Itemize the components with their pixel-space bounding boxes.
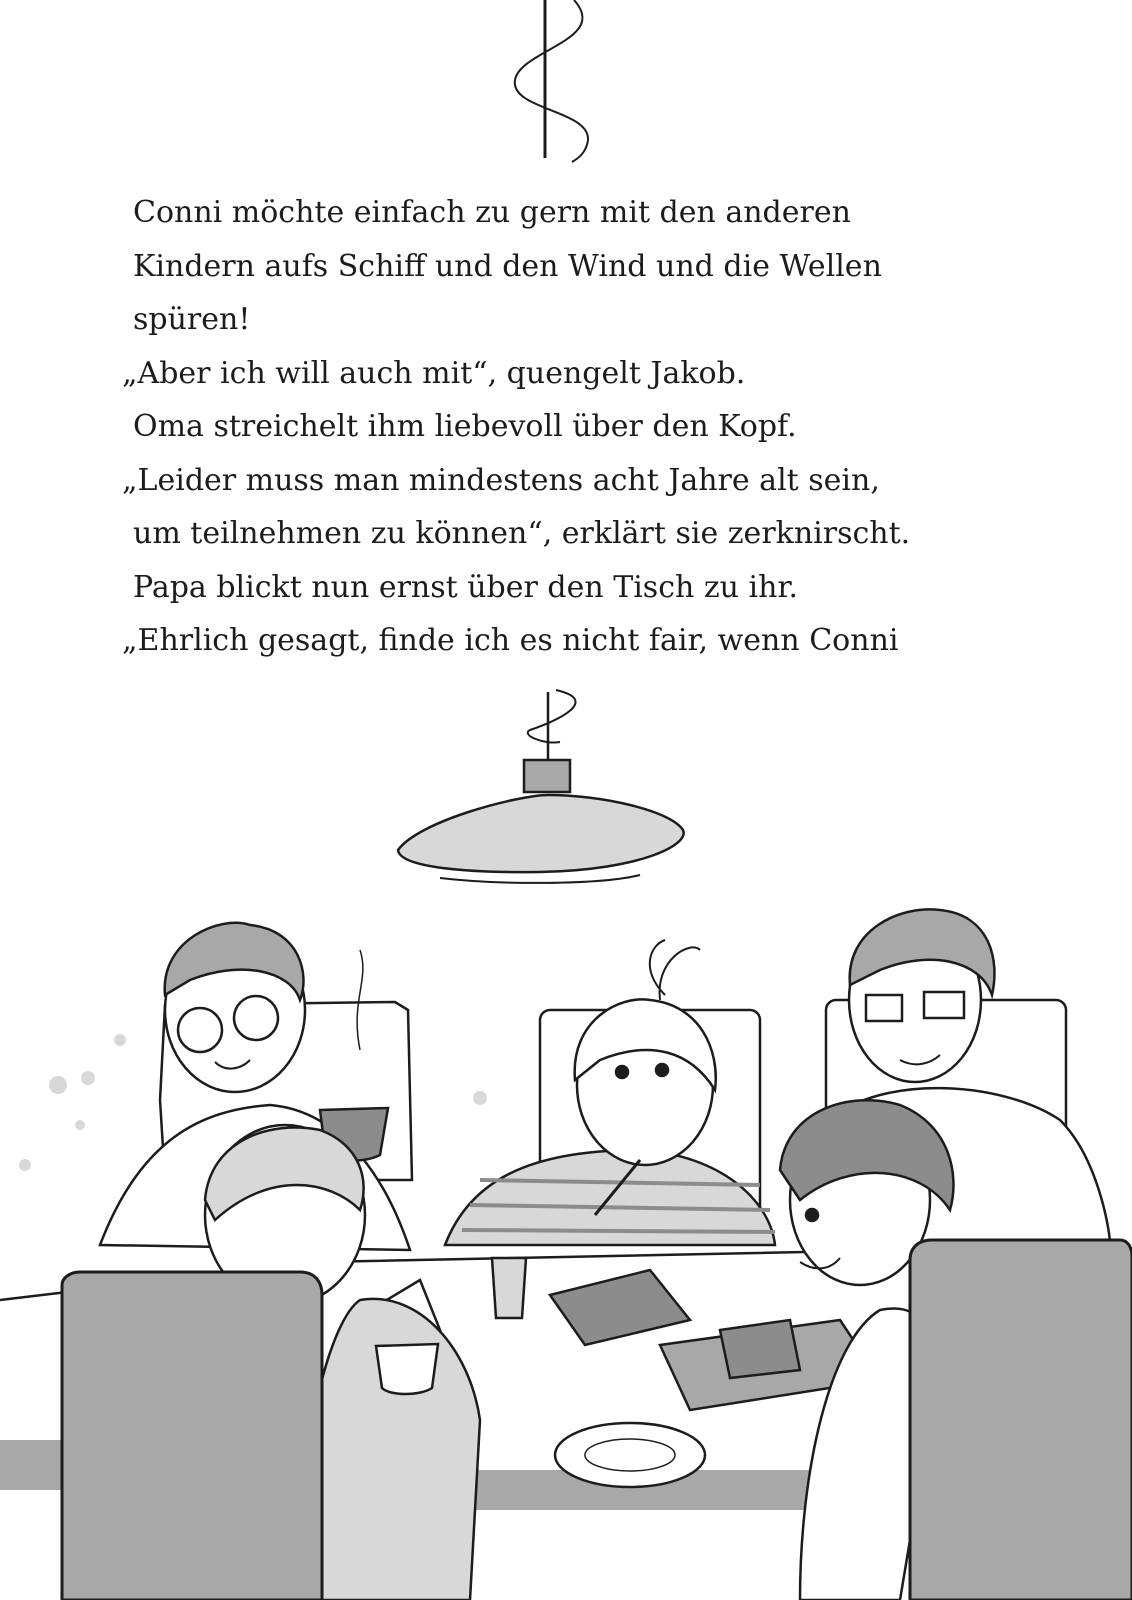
- family-dinner-illustration: [0, 680, 1132, 1600]
- story-line: um teilnehmen zu können“, erklärt sie zerknirscht.: [133, 516, 911, 551]
- story-text: [122, 186, 1002, 668]
- story-line: spüren!: [133, 302, 251, 337]
- story-line: „Aber ich will auch mit“, quengelt Jakob.: [122, 355, 746, 391]
- story-line: „Leider muss man mindestens acht Jahre alt sein,: [122, 462, 880, 498]
- story-line: Conni möchte einfach zu gern mit den anderen: [133, 195, 851, 230]
- pendant-lamp: [398, 690, 684, 883]
- story-line: Oma streichelt ihm liebevoll über den Kopf.: [133, 409, 797, 444]
- story-line: Papa blickt nun ernst über den Tisch zu ihr.: [133, 569, 799, 605]
- story-line: Kindern aufs Schiff und den Wind und die Wellen: [133, 248, 882, 284]
- story-line: „Ehrlich gesagt, finde ich es nicht fair, wenn Conni: [122, 623, 899, 658]
- lamp-cord-decoration: [0, 0, 1132, 170]
